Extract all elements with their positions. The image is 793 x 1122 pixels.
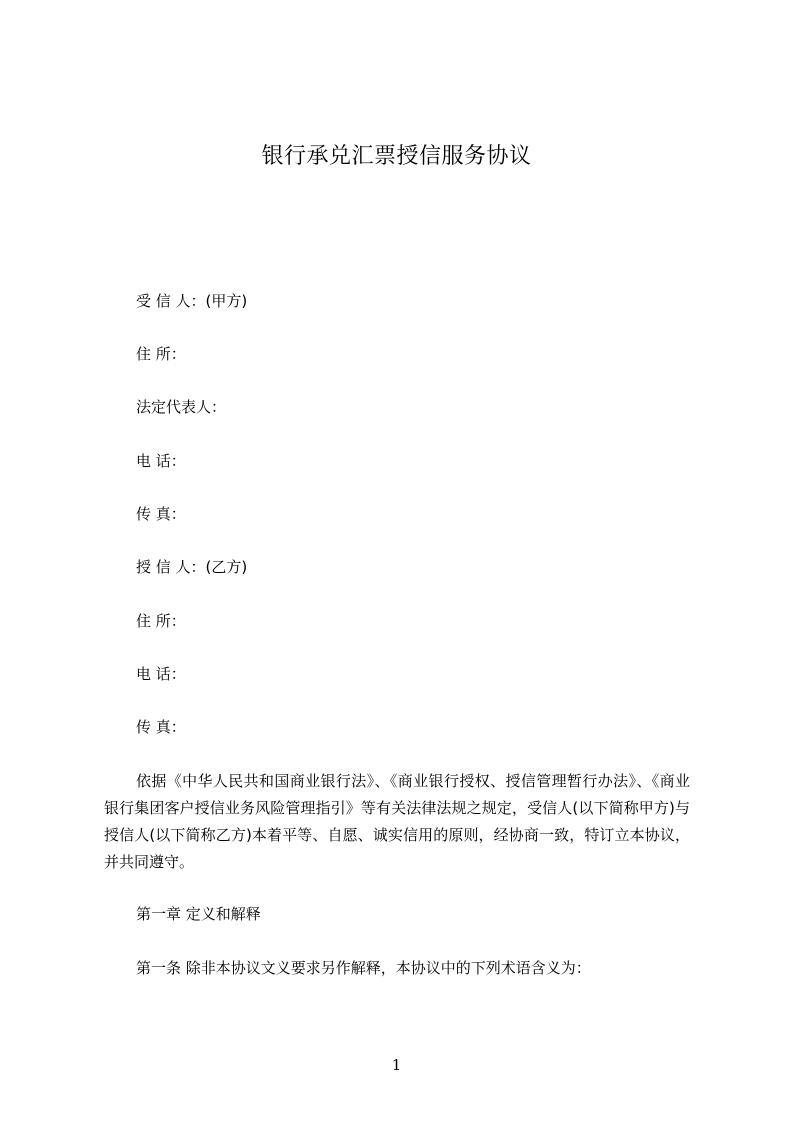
chapter-heading: 第一章 定义和解释: [136, 905, 261, 923]
page-number: 1: [391, 1056, 402, 1074]
preamble-paragraph: 依据《中华人民共和国商业银行法》、《商业银行授权、授信管理暂行办法》、《商业银行集团客户授信业务风险管理指引》等有关法律法规之规定，受信人(以下简称甲方)与授信人(以下简称乙方)本着平等、自愿、诚实信用的原则，经协商一致，特订立本协议，并共同遵守。: [104, 772, 690, 871]
party-b-phone-label: 电 话：: [136, 665, 186, 683]
party-a-legal-rep-label: 法定代表人：: [136, 398, 227, 416]
party-a-phone-label: 电 话：: [136, 452, 186, 470]
party-b-address-label: 住 所：: [136, 612, 186, 630]
party-b-fax-label: 传 真：: [136, 718, 186, 736]
party-a-address-label: 住 所：: [136, 345, 186, 363]
party-b-role-label: 授 信 人：(乙方): [136, 558, 248, 576]
article-one: 第一条 除非本协议文义要求另作解释，本协议中的下列术语含义为：: [136, 959, 591, 977]
party-a-role-label: 受 信 人：(甲方): [136, 292, 248, 310]
party-a-fax-label: 传 真：: [136, 505, 186, 523]
document-title: 银行承兑汇票授信服务协议: [261, 144, 532, 169]
